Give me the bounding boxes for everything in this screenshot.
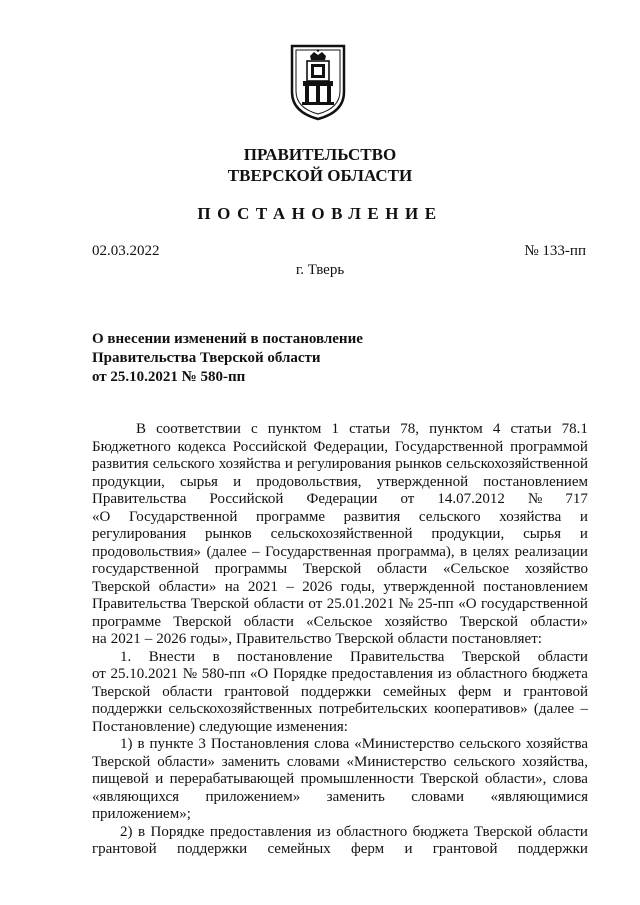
body-word: Внести xyxy=(148,648,196,665)
body-word: семейных xyxy=(383,683,447,700)
body-word: продукции, xyxy=(431,526,505,542)
body-word: хозяйства xyxy=(218,456,281,472)
body-word: Тверской xyxy=(459,613,519,630)
body-word: – xyxy=(286,578,294,595)
body-word: 78, xyxy=(400,421,419,437)
body-word: бюджета xyxy=(531,666,588,682)
body-word: сырья xyxy=(523,526,562,542)
body-word: продовольствия» xyxy=(92,543,202,560)
body-word: программа), xyxy=(377,543,455,560)
body-word: Федерации, xyxy=(313,438,389,455)
body-word: постановляет: xyxy=(451,631,542,647)
body-word: реализации xyxy=(514,543,588,560)
body-line xyxy=(92,491,588,509)
body-word: области» xyxy=(157,753,215,770)
body-word: пунктом xyxy=(267,421,322,437)
body-word: и xyxy=(284,456,293,472)
body-word: с xyxy=(250,421,258,437)
body-line xyxy=(92,439,588,457)
body-word: Государственной xyxy=(394,438,504,455)
document-type-title: ПОСТАНОВЛЕНИЕ xyxy=(197,204,443,223)
coat-of-arms-icon xyxy=(288,42,348,122)
body-word: области», xyxy=(484,771,547,787)
body-word: Российской xyxy=(209,491,284,507)
body-word: потребительских xyxy=(318,701,428,717)
body-word: в xyxy=(460,543,468,560)
body-word: Федерации xyxy=(306,491,378,507)
body-word: Государственная xyxy=(265,543,372,560)
body-word: изменения: xyxy=(276,718,348,735)
body-word: государственной xyxy=(92,561,199,577)
body-word: продовольствия, xyxy=(256,473,362,490)
body-word: «Министерство xyxy=(354,736,455,752)
body-word: в xyxy=(212,648,220,665)
body-word: – xyxy=(252,543,260,560)
body-line xyxy=(92,771,588,789)
body-word: продукции, xyxy=(92,473,165,490)
body-word: соответствии xyxy=(156,421,241,437)
body-word: (далее xyxy=(206,543,247,560)
body-line xyxy=(92,421,588,439)
body-word: утвержденной xyxy=(376,473,469,490)
body-word: «Сельское xyxy=(306,613,373,630)
body-word: Тверской xyxy=(335,631,394,647)
body-line xyxy=(92,544,588,562)
body-word: Постановления xyxy=(210,736,310,752)
body-word: 717 xyxy=(565,491,588,507)
decree-city: г. Тверь xyxy=(295,262,345,278)
body-word: – xyxy=(144,631,153,647)
body-word: 25-пп xyxy=(417,596,454,612)
body-word: Правительства xyxy=(350,648,445,665)
body-line xyxy=(92,614,588,632)
body-word: Тверской xyxy=(190,596,250,612)
body-word: сельскохозяйственной xyxy=(270,526,413,542)
body-word: поддержки xyxy=(176,841,248,857)
body-line xyxy=(92,561,588,579)
body-word: на xyxy=(224,578,240,595)
body-word: ферм xyxy=(351,841,385,857)
body-word: хозяйства xyxy=(525,736,588,752)
body-word: программе xyxy=(256,508,325,525)
decree-subject xyxy=(92,330,363,387)
body-word: 25.10.2021 xyxy=(110,666,179,682)
body-word: области xyxy=(377,561,428,577)
body-word: № xyxy=(182,666,198,682)
subject-line: от 25.10.2021 № 580-пп xyxy=(92,369,246,385)
body-word: сельского xyxy=(453,753,516,770)
body-line xyxy=(92,631,588,649)
body-word: приложением»; xyxy=(92,806,191,822)
body-word: и xyxy=(233,473,242,490)
body-word: «О xyxy=(92,508,111,525)
body-word: 25.01.2021 xyxy=(326,596,395,612)
body-word: грантовой xyxy=(523,683,588,700)
body-word: перерабатывающей xyxy=(169,771,295,787)
body-word: 2021 xyxy=(247,578,278,595)
body-word: «являющимися xyxy=(490,788,588,805)
body-word: Тверской xyxy=(173,613,232,630)
body-word: постановление xyxy=(237,648,333,665)
body-word: промышленности xyxy=(300,771,414,787)
body-word: программой xyxy=(510,438,588,455)
body-word: хозяйство xyxy=(525,561,588,577)
body-word: хозяйство xyxy=(384,613,448,630)
body-word: от xyxy=(400,491,415,507)
body-word: 2026 xyxy=(302,578,333,595)
body-line xyxy=(92,684,588,702)
body-word: следующие xyxy=(199,718,273,735)
body-line xyxy=(92,456,588,474)
body-word: 2) xyxy=(120,823,133,840)
body-word: 2021 xyxy=(110,631,141,647)
body-word: рынков xyxy=(395,456,442,472)
body-word: областного xyxy=(456,666,528,682)
body-word: 580-пп xyxy=(201,666,246,682)
body-word: 1) xyxy=(120,736,133,752)
body-word: слова xyxy=(314,736,350,752)
body-word: в xyxy=(137,823,146,840)
body-word: сырья xyxy=(179,473,218,490)
body-line xyxy=(92,789,588,807)
body-word: 14.07.2012 xyxy=(437,491,505,507)
subject-line: Правительства Тверской области xyxy=(92,350,321,366)
body-word: хозяйства, xyxy=(522,753,588,770)
body-word: Правительство xyxy=(236,631,332,647)
body-word: бюджета xyxy=(412,823,469,840)
body-line xyxy=(92,754,588,772)
body-word: Бюджетного xyxy=(92,438,171,455)
body-word: Тверской xyxy=(92,683,151,700)
body-word: заменить xyxy=(221,753,280,770)
body-word: сельскохозяйственной xyxy=(446,456,588,472)
body-word: от xyxy=(308,596,323,612)
body-word: области» xyxy=(530,613,588,630)
body-word: развития xyxy=(92,456,149,472)
body-word: области» xyxy=(158,578,217,595)
body-word: слова xyxy=(552,771,588,787)
body-word: пункте xyxy=(149,736,194,752)
body-word: от xyxy=(92,666,106,682)
body-word: грантовой xyxy=(92,841,157,857)
body-word: поддержки xyxy=(300,683,372,700)
body-word: областного xyxy=(336,823,408,840)
body-word: поддержки xyxy=(517,841,588,857)
body-word: области xyxy=(537,648,588,665)
body-word: области xyxy=(243,613,294,630)
body-word: поддержки xyxy=(92,701,163,717)
body-word: 2026 xyxy=(156,631,187,647)
body-word: области xyxy=(162,683,213,700)
body-word: грантовой xyxy=(432,841,498,857)
body-word: Государственной xyxy=(128,508,238,525)
body-word: сельского xyxy=(152,456,215,472)
body-word: пищевой xyxy=(92,771,149,787)
body-word: Порядке xyxy=(272,666,327,682)
body-line xyxy=(92,474,588,492)
body-line xyxy=(92,841,588,859)
body-word: и xyxy=(579,526,588,542)
body-word: регулирования xyxy=(297,456,392,472)
body-word: годы, xyxy=(340,578,375,595)
body-word: государственной xyxy=(481,596,588,612)
body-word: Правительства xyxy=(92,596,187,612)
body-line xyxy=(92,509,588,527)
body-word: рынков xyxy=(205,526,252,542)
body-word: Порядке xyxy=(150,823,205,840)
body-word: Тверской xyxy=(474,823,533,840)
body-word: Тверской xyxy=(92,753,151,770)
subject-line: О внесении изменений в постановление xyxy=(92,331,363,347)
body-word: хозяйства xyxy=(499,508,562,525)
body-line xyxy=(92,701,588,719)
body-word: – xyxy=(580,701,588,717)
body-word: Российской xyxy=(232,438,307,455)
body-word: пунктом xyxy=(429,421,483,437)
body-word: № xyxy=(528,491,543,507)
body-word: Тверской xyxy=(302,561,362,577)
body-line xyxy=(92,666,588,684)
body-word: Постановление) xyxy=(92,718,196,735)
body-word: Правительства xyxy=(92,491,187,507)
body-word: программы xyxy=(214,561,288,577)
government-name-line1: ПРАВИТЕЛЬСТВО xyxy=(243,145,397,164)
body-word: 4 xyxy=(492,421,501,437)
decree-number: № 133-пп xyxy=(524,243,586,259)
body-word: целях xyxy=(472,543,510,560)
body-word: сельскохозяйственных xyxy=(168,701,313,717)
body-word: «являющихся xyxy=(92,788,180,805)
body-word: области xyxy=(537,823,588,840)
body-word: словами xyxy=(286,753,340,770)
body-word: Тверской xyxy=(420,771,479,787)
body-word: 3 xyxy=(198,736,206,752)
body-line xyxy=(92,596,588,614)
body-word: семейных xyxy=(267,841,331,857)
body-line xyxy=(92,526,588,544)
body-word: годы», xyxy=(190,631,232,647)
government-name-line2: ТВЕРСКОЙ ОБЛАСТИ xyxy=(227,166,413,185)
body-word: «О xyxy=(249,666,269,682)
body-word: статьи xyxy=(349,421,391,437)
body-word: области xyxy=(253,596,304,612)
body-word: и xyxy=(579,508,588,525)
body-word: кооперативов» xyxy=(433,701,528,717)
body-word: грантовой xyxy=(224,683,289,700)
body-word: кодекса xyxy=(177,438,226,455)
body-word: № xyxy=(398,596,414,612)
body-word: «О xyxy=(458,596,477,612)
body-word: развития xyxy=(343,508,401,525)
body-word: и xyxy=(155,771,164,787)
body-word: «Сельское xyxy=(443,561,510,577)
body-word: В xyxy=(136,421,147,437)
body-line xyxy=(92,579,588,597)
body-word: заменить xyxy=(326,788,385,805)
body-word: постановлением xyxy=(483,473,588,490)
body-word: словами xyxy=(411,788,464,805)
body-word: из xyxy=(437,666,452,682)
body-word: Тверской xyxy=(92,578,151,595)
body-word: регулирования xyxy=(92,526,187,542)
body-line xyxy=(92,806,588,824)
body-word: приложением» xyxy=(205,788,301,805)
decree-body xyxy=(92,421,588,859)
body-word: постановлением xyxy=(483,578,588,595)
body-word: 78.1 xyxy=(561,421,588,437)
body-word: утвержденной xyxy=(383,578,475,595)
body-word: «Министерство xyxy=(346,753,447,770)
body-word: (далее xyxy=(533,701,575,717)
body-word: области xyxy=(397,631,448,647)
body-word: в xyxy=(137,736,145,752)
body-word: сельского xyxy=(459,736,521,752)
body-word: предоставления xyxy=(209,823,312,840)
body-word: из xyxy=(316,823,331,840)
body-word: статьи xyxy=(510,421,552,437)
body-word: и xyxy=(503,683,512,700)
body-word: предоставления xyxy=(331,666,434,682)
body-word: ферм xyxy=(458,683,492,700)
body-word: 1 xyxy=(331,421,339,437)
body-word: программе xyxy=(92,613,161,630)
body-line xyxy=(92,824,588,842)
body-word: на xyxy=(92,631,107,647)
body-word: 1. xyxy=(120,648,132,665)
body-word: и xyxy=(404,841,413,857)
decree-date: 02.03.2022 xyxy=(92,243,160,259)
body-line xyxy=(92,649,588,667)
body-line xyxy=(92,736,588,754)
body-word: сельского xyxy=(418,508,481,525)
body-word: Тверской xyxy=(461,648,521,665)
body-line xyxy=(92,719,588,737)
